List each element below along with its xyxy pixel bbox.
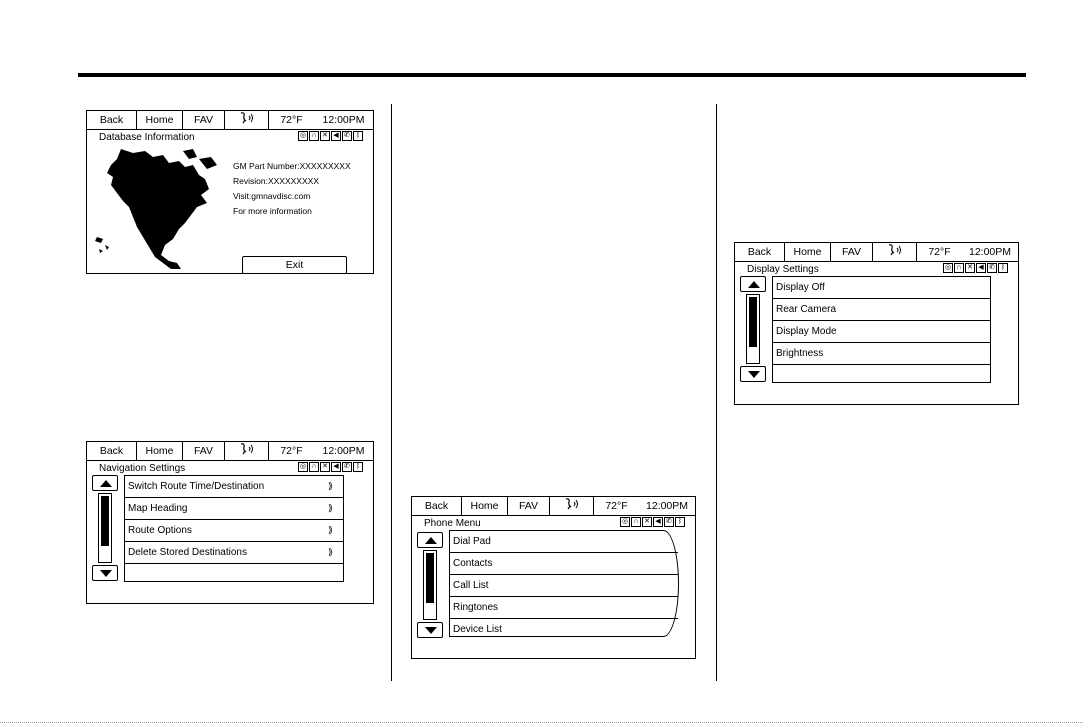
list-item-display-mode[interactable] — [773, 321, 990, 343]
bluetooth-icon: ᛒ — [353, 462, 363, 472]
scroll-thumb[interactable] — [426, 553, 434, 603]
chevron-right-icon: ⟫ — [327, 525, 333, 535]
list-item-delete-destinations[interactable] — [125, 542, 343, 564]
list-item-switch-route[interactable] — [125, 476, 343, 498]
list-item-map-heading[interactable] — [125, 498, 343, 520]
header-rule — [78, 73, 1026, 77]
scroll-track[interactable] — [423, 550, 437, 620]
temperature-readout: 72°F — [605, 500, 628, 512]
settings-list — [124, 475, 344, 582]
clock-readout: 12:00PM — [968, 246, 1012, 258]
scroll-down-button[interactable] — [417, 622, 443, 638]
scrollbar[interactable] — [740, 276, 766, 382]
scroll-up-button[interactable] — [417, 532, 443, 548]
visit-line: Visit:gmnavdisc.com — [233, 191, 311, 201]
voice-icon[interactable] — [550, 497, 594, 515]
screen-title: Database Information — [99, 132, 195, 143]
speaker-off-icon: ◀ — [331, 131, 341, 141]
list-item-label: Contacts — [453, 558, 493, 569]
revision-line: Revision:XXXXXXXXX — [233, 176, 319, 186]
list-item-label: Delete Stored Destinations — [128, 547, 247, 558]
list-item-contacts[interactable] — [450, 553, 678, 575]
scroll-down-button[interactable] — [740, 366, 766, 382]
navigation-settings-screen — [86, 441, 374, 604]
clock-readout: 12:00PM — [322, 114, 365, 126]
phone-menu-screen — [411, 496, 696, 659]
list-item-label: Call List — [453, 580, 489, 591]
speaker-off-icon: ◀ — [653, 517, 663, 527]
chevron-right-icon: ⟫ — [327, 547, 333, 557]
chevron-right-icon: ⟫ — [327, 481, 333, 491]
scroll-thumb[interactable] — [749, 297, 757, 347]
list-item-label: Route Options — [128, 525, 192, 536]
exit-button[interactable]: Exit — [242, 256, 347, 274]
scroll-track[interactable] — [98, 493, 112, 563]
list-item-rear-camera[interactable] — [773, 299, 990, 321]
display-settings-screen — [734, 242, 1019, 405]
signal-icon: ◎ — [299, 463, 307, 470]
top-toolbar — [87, 442, 373, 461]
arrow-up-icon — [425, 537, 437, 544]
scroll-track[interactable] — [746, 294, 760, 364]
list-item-label: Ringtones — [453, 602, 499, 613]
fav-button[interactable]: FAV — [508, 497, 550, 515]
list-item-label: Dial Pad — [453, 536, 491, 547]
scroll-down-button[interactable] — [92, 565, 118, 581]
display-settings-list — [772, 276, 991, 383]
bluetooth-icon: ᛒ — [675, 517, 685, 527]
list-item-label: Display Mode — [776, 326, 837, 337]
temperature-readout: 72°F — [928, 246, 951, 258]
list-item-label: Display Off — [776, 282, 825, 293]
status-icons — [298, 462, 363, 472]
bluetooth-icon: ᛒ — [353, 131, 363, 141]
list-item-call-list[interactable] — [450, 575, 678, 597]
status-icons — [620, 517, 685, 527]
screen-title: Display Settings — [747, 264, 819, 275]
phone-menu-list — [449, 530, 679, 637]
list-item-dial-pad[interactable] — [450, 531, 678, 553]
scrollbar[interactable] — [92, 475, 118, 581]
fav-button[interactable]: FAV — [183, 111, 225, 129]
column-divider-2 — [716, 104, 717, 681]
home-button[interactable]: Home — [137, 442, 183, 460]
scroll-thumb[interactable] — [101, 496, 109, 546]
lock-icon: ∩ — [954, 263, 964, 273]
list-item-empty[interactable] — [125, 564, 343, 585]
lock-icon: ∩ — [631, 517, 641, 527]
arrow-down-icon — [425, 627, 437, 634]
list-item-label: Device List — [453, 624, 502, 635]
voice-icon[interactable] — [225, 111, 269, 129]
list-item-ringtones[interactable] — [450, 597, 678, 619]
voice-icon[interactable] — [873, 243, 917, 261]
part-number-line: GM Part Number:XXXXXXXXX — [233, 161, 351, 171]
clock-readout: 12:00PM — [645, 500, 689, 512]
mute-icon: ✕ — [320, 131, 330, 141]
back-button[interactable]: Back — [87, 111, 137, 129]
list-item-route-options[interactable] — [125, 520, 343, 542]
home-button[interactable]: Home — [785, 243, 831, 261]
home-button[interactable]: Home — [462, 497, 508, 515]
list-item-empty[interactable] — [773, 365, 990, 386]
lock-icon: ∩ — [309, 462, 319, 472]
phone-icon: ✆ — [987, 263, 997, 273]
screen-title: Phone Menu — [424, 518, 481, 529]
bluetooth-icon: ᛒ — [998, 263, 1008, 273]
screen-title: Navigation Settings — [99, 463, 186, 474]
fav-button[interactable]: FAV — [831, 243, 873, 261]
back-button[interactable]: Back — [735, 243, 785, 261]
mute-icon: ✕ — [320, 462, 330, 472]
speaker-off-icon: ◀ — [331, 462, 341, 472]
arrow-up-icon — [748, 281, 760, 288]
list-item-label: Brightness — [776, 348, 824, 359]
status-icons — [943, 263, 1008, 273]
arrow-down-icon — [100, 570, 112, 577]
fav-button[interactable]: FAV — [183, 442, 225, 460]
signal-icon: ◎ — [944, 264, 952, 271]
arrow-up-icon — [100, 480, 112, 487]
scroll-up-button[interactable] — [740, 276, 766, 292]
home-button[interactable]: Home — [137, 111, 183, 129]
speaker-off-icon: ◀ — [976, 263, 986, 273]
arrow-down-icon — [748, 371, 760, 378]
status-icons — [298, 131, 363, 141]
signal-icon: ◎ — [299, 132, 307, 139]
scrollbar[interactable] — [417, 532, 443, 638]
list-item-label: Rear Camera — [776, 304, 837, 315]
north-america-map-icon — [93, 145, 233, 271]
mute-icon: ✕ — [965, 263, 975, 273]
phone-icon: ✆ — [342, 462, 352, 472]
phone-icon: ✆ — [664, 517, 674, 527]
top-toolbar — [87, 111, 373, 130]
database-info-screen — [86, 110, 374, 274]
list-item-label: Switch Route Time/Destination — [128, 481, 265, 492]
back-button[interactable]: Back — [412, 497, 462, 515]
temperature-readout: 72°F — [280, 114, 303, 126]
voice-icon[interactable] — [225, 442, 269, 460]
top-toolbar — [412, 497, 695, 516]
clock-readout: 12:00PM — [322, 445, 365, 457]
mute-icon: ✕ — [642, 517, 652, 527]
signal-icon: ◎ — [621, 518, 629, 525]
phone-icon: ✆ — [342, 131, 352, 141]
temperature-readout: 72°F — [280, 445, 303, 457]
column-divider-1 — [391, 104, 392, 681]
chevron-right-icon: ⟫ — [327, 503, 333, 513]
page-bottom-border — [0, 722, 1083, 723]
scroll-up-button[interactable] — [92, 475, 118, 491]
lock-icon: ∩ — [309, 131, 319, 141]
back-button[interactable]: Back — [87, 442, 137, 460]
top-toolbar — [735, 243, 1018, 262]
list-item-display-off[interactable] — [773, 277, 990, 299]
list-item-device-list[interactable] — [450, 619, 678, 640]
list-item-brightness[interactable] — [773, 343, 990, 365]
list-item-label: Map Heading — [128, 503, 188, 514]
database-info-text — [233, 159, 351, 219]
more-info-line: For more information — [233, 206, 312, 216]
